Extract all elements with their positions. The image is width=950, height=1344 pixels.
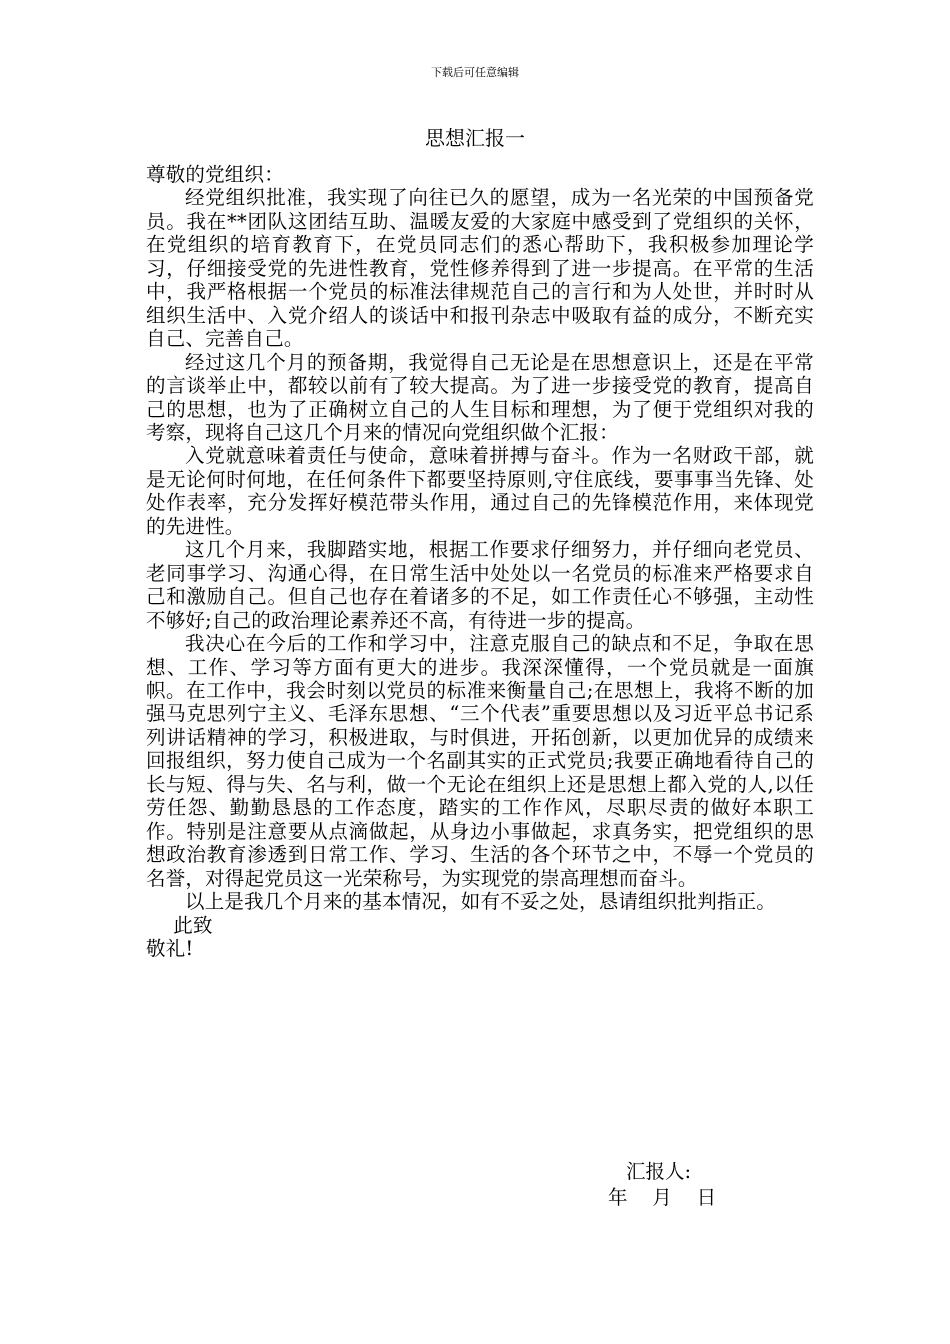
- signature-label: 汇报人:: [626, 1160, 692, 1183]
- paragraph-3: 入党就意味着责任与使命，意味着拼搏与奋斗。作为一名财政干部，就是无论何时何地，在任何条件下都要坚持原则,守住底线，要事事当先锋、处处作表率，充分发挥好模范带头作用，通过自己的先锋模范作用，来体现党的先进性。: [146, 444, 814, 538]
- salutation: 尊敬的党组织：: [146, 163, 284, 186]
- paragraph-4: 这几个月来，我脚踏实地，根据工作要求仔细努力，并仔细向老党员、老同事学习、沟通心得，在日常生活中处处以一名党员的标准来严格要求自己和激励自己。但自己也存在着诸多的不足，如工作责任心不够强，主动性不够好;自己的政治理论素养还不高，有待进一步的提高。: [146, 538, 814, 632]
- document-body: [146, 163, 814, 960]
- paragraph-5: 我决心在今后的工作和学习中，注意克服自己的缺点和不足，争取在思想、工作、学习等方面有更大的进步。我深深懂得，一个党员就是一面旗帜。在工作中，我会时刻以党员的标准来衡量自己;在思想上，我将不断的加强马克思列宁主义、毛泽东思想、“三个代表”重要思想以及习近平总书记系列讲话精神的学习，积极进取，与时俱进，开拓创新，以更加优异的成绩来回报组织，努力使自己成为一个名副其实的正式党员;我要正确地看待自己的长与短、得与失、名与利，做一个无论在组织上还是思想上都入党的人,以任劳任怨、勤勤恳恳的工作态度，踏实的工作作风，尽职尽责的做好本职工作。特别是注意要从点滴做起，从身边小事做起，求真务实，把党组织的思想政治教育渗透到日常工作、学习、生活的各个环节之中，不辱一个党员的名誉，对得起党员这一光荣称号，为实现党的崇高理想而奋斗。: [146, 632, 814, 890]
- closing-line-2: 敬礼!: [146, 936, 194, 960]
- date-line: 年 月 日: [608, 1186, 717, 1209]
- paragraph-1: 经党组织批准，我实现了向往已久的愿望，成为一名光荣的中国预备党员。我在**团队这团结互助、温暖友爱的大家庭中感受到了党组织的关怀，在党组织的培育教育下，在党员同志们的悉心帮助下，我积极参加理论学习，仔细接受党的先进性教育，党性修养得到了进一步提高。在平常的生活中，我严格根据一个党员的标准法律规范自己的言行和为人处世，并时时从组织生活中、入党介绍人的谈话中和报刊杂志中吸取有益的成分，不断充实自己、完善自己。: [146, 186, 814, 351]
- document-title: 思想汇报一: [425, 126, 525, 150]
- paragraph-6: 以上是我几个月来的基本情况，如有不妥之处，恳请组织批判指正。: [185, 890, 777, 914]
- closing-line-1: 此致: [173, 913, 213, 937]
- paragraph-2: 经过这几个月的预备期，我觉得自己无论是在思想意识上，还是在平常的言谈举止中，都较以前有了较大提高。为了进一步接受党的教育，提高自己的思想，也为了正确树立自己的人生目标和理想，为了便于党组织对我的考察，现将自己这几个月来的情况向党组织做个汇报：: [146, 350, 814, 444]
- page-header-note: 下载后可任意编辑: [431, 66, 519, 79]
